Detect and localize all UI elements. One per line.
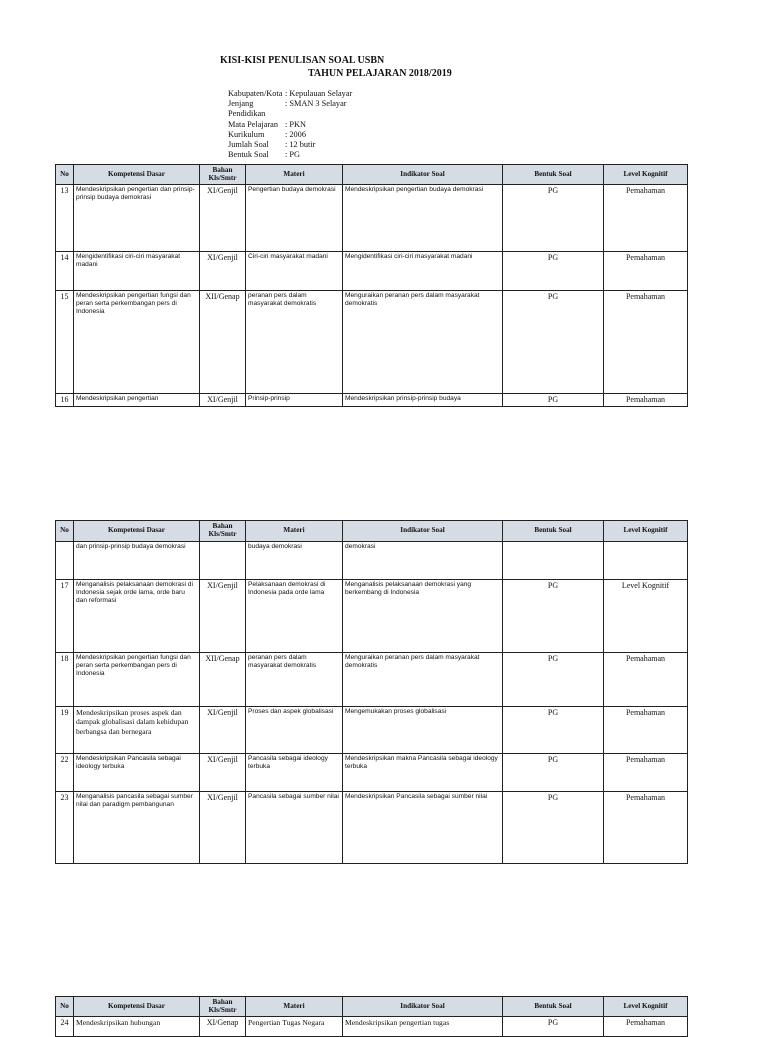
cell-kompetensi: dan prinsip-prinsip budaya demokrasi (74, 542, 200, 580)
cell-kompetensi: Menganalisis pancasila sebagai sumber nilai dan paradigm pembangunan (74, 792, 200, 864)
header-bentuk: Bentuk Soal (503, 997, 604, 1017)
cell-no: 13 (56, 185, 74, 252)
cell-materi: Pancasila sebagai sumber nilai (246, 792, 343, 864)
header-indikator: Indikator Soal (343, 165, 503, 185)
header-kompetensi-dasar: Kompetensi Dasar (74, 165, 200, 185)
cell-no: 22 (56, 754, 74, 792)
cell-materi: Prinsip-prinsip (246, 394, 343, 407)
cell-level: Pemahaman (604, 754, 688, 792)
header-bentuk: Bentuk Soal (503, 521, 604, 542)
cell-bentuk: PG (503, 580, 604, 653)
meta-row (228, 140, 352, 150)
cell-kls: XI/Genjil (200, 707, 246, 754)
meta-value: : PG (285, 150, 300, 160)
cell-indikator: Mendeskripsikan prinsip-prinsip budaya (343, 394, 503, 407)
header-kompetensi-dasar: Kompetensi Dasar (74, 997, 200, 1017)
header-level: Level Kognitif (604, 997, 688, 1017)
table-row (56, 580, 688, 653)
table-row (56, 653, 688, 707)
cell-materi: Pengertian budaya demokrasi (246, 185, 343, 252)
meta-row (228, 150, 352, 160)
kisi-table-1 (55, 164, 688, 407)
cell-kompetensi: Mendeskripsikan pengertian fungsi dan peran serta perkembangan pers di Indonesia (74, 291, 200, 394)
cell-kompetensi: Mendeskripsikan pengertian (74, 394, 200, 407)
header-indikator: Indikator Soal (343, 521, 503, 542)
cell-indikator: Mendeskripsikan pengertian budaya demokrasi (343, 185, 503, 252)
cell-kls: XI/Genjil (200, 252, 246, 291)
cell-no: 16 (56, 394, 74, 407)
table-row (56, 185, 688, 252)
cell-bentuk: PG (503, 653, 604, 707)
cell-kompetensi: Mendeskripsikan Pancasila sebagai ideology terbuka (74, 754, 200, 792)
cell-kls: XI/Genjil (200, 754, 246, 792)
cell-bentuk: PG (503, 707, 604, 754)
cell-kompetensi: Mendeskripsikan proses aspek dan dampak globalisasi dalam kehidupan berbangsa dan bernegara (74, 707, 200, 754)
cell-no: 24 (56, 1017, 74, 1037)
meta-row (228, 120, 352, 130)
header-bahan-line2: Kls/Smtr (208, 173, 237, 182)
meta-key: Kurikulum (228, 129, 265, 139)
table-row (56, 707, 688, 754)
meta-key: Mata Pelajaran (228, 119, 278, 129)
cell-bentuk: PG (503, 1017, 604, 1037)
cell-kls: XII/Genap (200, 653, 246, 707)
table-row (56, 754, 688, 792)
kisi-table-2 (55, 520, 688, 864)
cell-materi: Pengertian Tugas Negara (246, 1017, 343, 1037)
cell-level (604, 542, 688, 580)
table-row (56, 291, 688, 394)
cell-no: 15 (56, 291, 74, 394)
header-bahan-line1: Bahan (212, 165, 233, 174)
cell-bentuk (503, 542, 604, 580)
cell-kls: XII/Genap (200, 291, 246, 394)
cell-materi: peranan pers dalam masyarakat demokratis (246, 653, 343, 707)
cell-no: 14 (56, 252, 74, 291)
cell-kls (200, 542, 246, 580)
header-materi: Materi (246, 165, 343, 185)
cell-level: Level Kognitif (604, 580, 688, 653)
meta-row (228, 89, 352, 99)
cell-level: Pemahaman (604, 707, 688, 754)
cell-indikator: Mendeskripsikan makna Pancasila sebagai ideology terbuka (343, 754, 503, 792)
document-subtitle: TAHUN PELAJARAN 2018/2019 (308, 68, 452, 79)
header-row (56, 165, 688, 185)
cell-no (56, 542, 74, 580)
cell-indikator: Mendeskripsikan Pancasila sebagai sumber nilai (343, 792, 503, 864)
header-bahan-line1: Bahan (212, 997, 233, 1006)
cell-indikator: Mendeskripsikan pengertian tugas (343, 1017, 503, 1037)
cell-kompetensi: Mendeskripsikan hubungan (74, 1017, 200, 1037)
meta-value: : SMAN 3 Selayar (285, 99, 347, 109)
cell-no: 17 (56, 580, 74, 653)
cell-materi: Pancasila sebagai ideology terbuka (246, 754, 343, 792)
header-row (56, 521, 688, 542)
header-no: No (56, 997, 74, 1017)
header-bahan-line1: Bahan (212, 522, 233, 531)
cell-bentuk: PG (503, 754, 604, 792)
cell-materi: Proses dan aspek globalisasi (246, 707, 343, 754)
cell-level: Pemahaman (604, 252, 688, 291)
cell-level: Pemahaman (604, 291, 688, 394)
cell-materi: budaya demokrasi (246, 542, 343, 580)
cell-kls: XI/Genjil (200, 185, 246, 252)
table-row (56, 1017, 688, 1037)
cell-indikator: Menganalisis pelaksanaan demokrasi yang berkembang di Indonesia (343, 580, 503, 653)
cell-level: Pemahaman (604, 1017, 688, 1037)
meta-value: : 12 butir (285, 140, 316, 150)
meta-key: Kabupaten/Kota (228, 89, 283, 98)
header-bahan-line2: Kls/Smtr (208, 530, 237, 538)
header-materi: Materi (246, 521, 343, 542)
cell-no: 19 (56, 707, 74, 754)
cell-materi: Pelaksanaan demokrasi di Indonesia pada orde lama (246, 580, 343, 653)
cell-materi: peranan pers dalam masyarakat demokratis (246, 291, 343, 394)
kisi-table-3 (55, 996, 688, 1037)
cell-level: Pemahaman (604, 653, 688, 707)
cell-indikator: demokrasi (343, 542, 503, 580)
meta-row (228, 99, 352, 119)
cell-kls: XI/Genjil (200, 394, 246, 407)
header-bahan (200, 521, 246, 542)
table-row (56, 792, 688, 864)
cell-kls: XI/Genap (200, 1017, 246, 1037)
header-level: Level Kognitif (604, 521, 688, 542)
cell-bentuk: PG (503, 792, 604, 864)
cell-bentuk: PG (503, 394, 604, 407)
cell-kompetensi: Mendeskripsikan pengertian fungsi dan peran serta perkembangan pers di Indonesia (74, 653, 200, 707)
cell-level: Pemahaman (604, 792, 688, 864)
cell-no: 18 (56, 653, 74, 707)
cell-level: Pemahaman (604, 185, 688, 252)
header-indikator: Indikator Soal (343, 997, 503, 1017)
header-no: No (56, 521, 74, 542)
header-row (56, 997, 688, 1017)
meta-key: Jumlah Soal (228, 140, 269, 150)
meta-value: : PKN (285, 119, 306, 129)
cell-bentuk: PG (503, 291, 604, 394)
header-bentuk: Bentuk Soal (503, 165, 604, 185)
table-row (56, 252, 688, 291)
cell-indikator: Mengemukakan proses globalisasi (343, 707, 503, 754)
header-bahan (200, 997, 246, 1017)
cell-kls: XI/Genjil (200, 792, 246, 864)
meta-key: Jenjang Pendidikan (228, 99, 266, 119)
header-no: No (56, 165, 74, 185)
meta-value: : 2006 (285, 129, 306, 139)
cell-kompetensi: Menganalisis pelaksanaan demokrasi di Indonesia sejak orde lama, orde baru dan reformasi (74, 580, 200, 653)
header-level: Level Kognitif (604, 165, 688, 185)
cell-kompetensi: Mengidentifikasi ciri-ciri masyarakat madani (74, 252, 200, 291)
header-bahan-line2: Kls/Smtr (208, 1005, 237, 1014)
document-title: KISI-KISI PENULISAN SOAL USBN (220, 55, 385, 66)
meta-key: Bentuk Soal (228, 150, 269, 160)
cell-indikator: Mengidentifikasi ciri-ciri masyarakat madani (343, 252, 503, 291)
table-row (56, 542, 688, 580)
cell-indikator: Menguraikan peranan pers dalam masyarakat demokratis (343, 653, 503, 707)
cell-kls: XI/Genjil (200, 580, 246, 653)
cell-materi: Ciri-ciri masyarakat madani (246, 252, 343, 291)
document-meta (228, 89, 352, 160)
header-materi: Materi (246, 997, 343, 1017)
header-kompetensi-dasar: Kompetensi Dasar (74, 521, 200, 542)
cell-level: Pemahaman (604, 394, 688, 407)
meta-row (228, 130, 352, 140)
cell-kompetensi: Mendeskripsikan pengertian dan prinsip-prinsip budaya demokrasi (74, 185, 200, 252)
header-bahan (200, 165, 246, 185)
table-row (56, 394, 688, 407)
cell-indikator: Menguraikan peranan pers dalam masyarakat demokratis (343, 291, 503, 394)
cell-no: 23 (56, 792, 74, 864)
cell-bentuk: PG (503, 252, 604, 291)
meta-value: : Kepulauan Selayar (285, 89, 353, 98)
cell-bentuk: PG (503, 185, 604, 252)
